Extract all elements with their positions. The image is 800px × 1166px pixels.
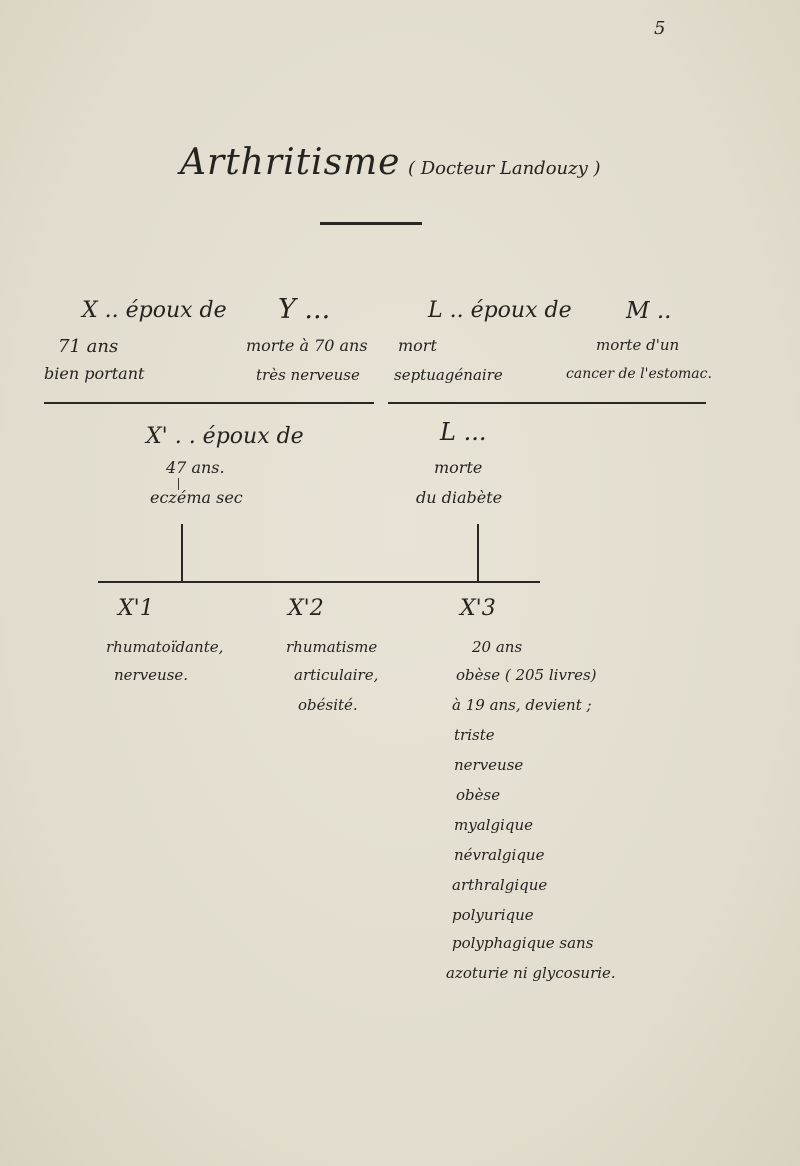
gen1-m-note: cancer de l'estomac. — [566, 366, 712, 382]
gen1-m-death: morte d'un — [596, 336, 680, 354]
child-1-note: rhumatoïdante, — [106, 638, 224, 656]
gen1-y-death: morte à 70 ans — [246, 336, 368, 355]
gen2-l-note: du diabète — [416, 488, 503, 507]
gen1-right-wife: M .. — [626, 298, 672, 324]
child-3-note: obèse ( 205 livres) — [456, 666, 597, 684]
gen1-l-death: mort — [398, 336, 437, 355]
page-title: Arthritisme — [180, 142, 401, 183]
gen1-x-age: 71 ans — [58, 336, 119, 357]
gen1-l-note: septuagénaire — [394, 366, 503, 384]
child-3-note: myalgique — [454, 816, 533, 834]
gen2-l-death: morte — [434, 458, 483, 477]
child-3-note: nerveuse — [454, 756, 524, 774]
gen1-left-wife: Y ... — [278, 294, 331, 325]
gen2-wife: L ... — [440, 418, 487, 446]
child-3-note: polyphagique sans — [452, 934, 594, 952]
child-3-note: 20 ans — [472, 638, 523, 656]
gen1-right-rule — [388, 402, 706, 404]
child-3-note: à 19 ans, devient ; — [452, 696, 592, 714]
child-2-name: X'2 — [288, 596, 324, 621]
gen2-left-descent-line — [181, 524, 183, 582]
gen2-x-age: 47 ans. — [166, 458, 225, 477]
gen1-x-health: bien portant — [44, 364, 145, 383]
gen2-husband: X' . . époux de — [146, 424, 304, 449]
gen1-right-husband: L .. époux de — [428, 298, 572, 323]
child-1-note: nerveuse. — [114, 666, 189, 684]
gen1-left-rule — [44, 402, 374, 404]
title-rule — [320, 222, 422, 225]
gen2-x-note: eczéma sec — [150, 488, 243, 507]
child-1-name: X'1 — [118, 596, 154, 621]
child-3-note: triste — [454, 726, 495, 744]
child-3-note: azoturie ni glycosurie. — [446, 964, 616, 982]
gen1-left-husband: X .. époux de — [82, 298, 227, 323]
child-3-note: obèse — [456, 786, 501, 804]
child-2-note: rhumatisme — [286, 638, 378, 656]
child-2-note: obésité. — [298, 696, 358, 714]
child-3-name: X'3 — [460, 596, 496, 621]
page-number: 5 — [654, 18, 666, 39]
gen2-sibling-rule — [98, 581, 540, 583]
child-3-note: arthralgique — [452, 876, 548, 894]
page-subtitle: ( Docteur Landouzy ) — [408, 158, 601, 179]
child-2-note: articulaire, — [294, 666, 379, 684]
gen2-right-descent-line — [477, 524, 479, 582]
child-3-note: névralgique — [454, 846, 545, 864]
gen1-y-note: très nerveuse — [256, 366, 360, 384]
child-3-note: polyurique — [452, 906, 534, 924]
